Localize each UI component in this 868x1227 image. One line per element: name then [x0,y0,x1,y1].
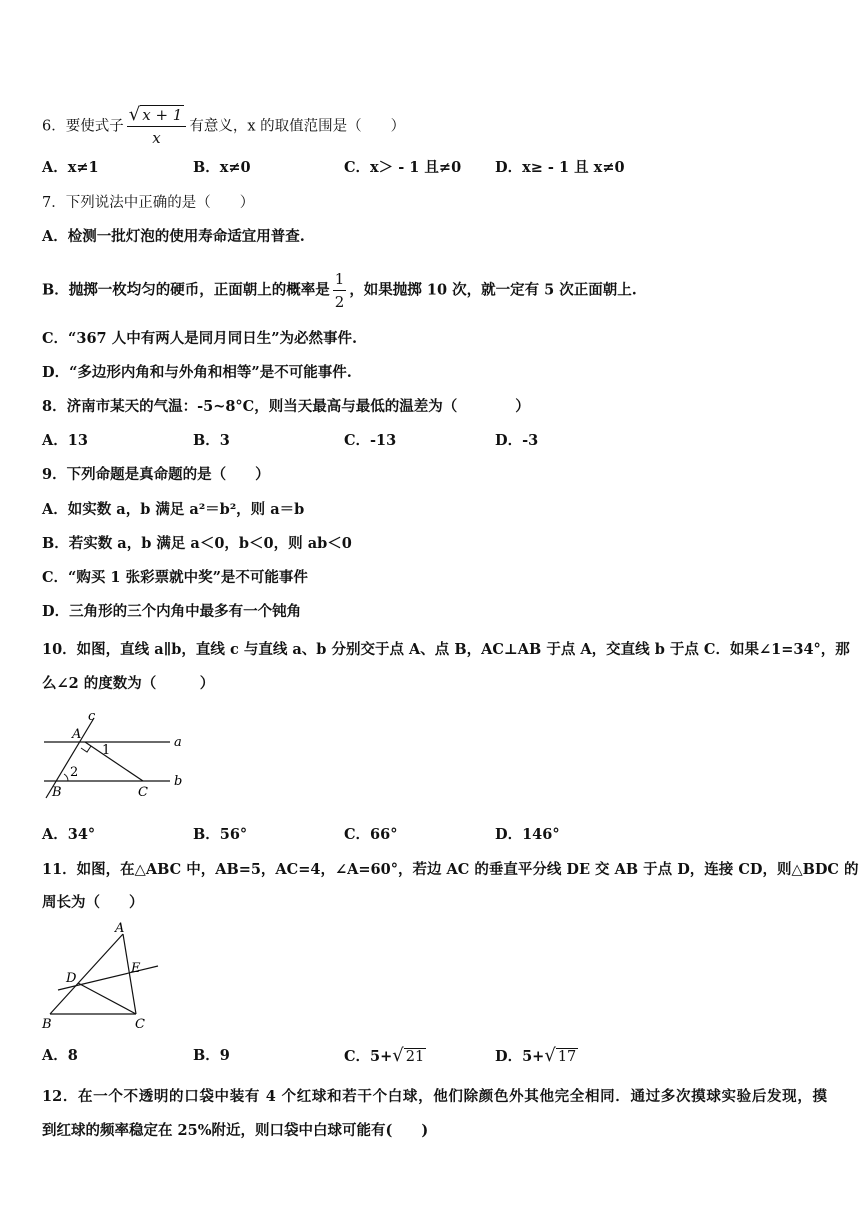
q10-option-d: D．146° [495,826,560,843]
q11-d-radicand: 17 [557,1049,577,1065]
q12-stem-line1: 12．在一个不透明的口袋中装有 4 个红球和若干个白球，他们除颜色外其他完全相同．通过多次摸球实验后发现，摸 [42,1088,827,1105]
q7-b-denominator: 2 [334,293,345,311]
q6-suffix: 有意义，x 的取值范围是（ ） [189,118,406,135]
q12-stem-line2: 到红球的频率稳定在 25%附近，则口袋中白球可能有( ) [42,1122,429,1139]
q6-radicand: x + 1 [142,106,183,124]
q10-label-C: C [138,785,148,800]
q10-segment-ac [85,742,143,781]
q10-option-c: C．66° [344,826,398,843]
q10-label-1: 1 [102,743,111,758]
q11-d-pre: D．5+ [495,1048,545,1065]
q8-option-c: C．-13 [344,432,397,449]
q6-option-d: D．x≥ - 1 且 x≠0 [495,159,625,176]
q10-angle-2-arc [64,774,68,781]
q11-label-D: D [66,971,77,986]
q7-option-c: C．“367 人中有两人是同月同日生”为必然事件. [42,330,358,347]
q11-option-b: B．9 [193,1047,230,1064]
q11-label-B: B [42,1017,52,1032]
q10-option-b: B．56° [193,826,248,843]
q10-option-a: A．34° [42,826,96,843]
q9-option-d: D．三角形的三个内角中最多有一个钝角 [42,603,302,620]
q10-right-angle-mark [81,746,91,752]
q11-option-d: D．5+√ 17 [495,1045,577,1066]
q9-stem: 9．下列命题是真命题的是（ ） [42,466,270,483]
q10-label-b: b [174,774,183,789]
q7-b-fraction [333,268,347,313]
q8-option-d: D．-3 [495,432,539,449]
q11-figure [38,920,168,1032]
q6-option-b: B．x≠0 [193,159,251,176]
q10-label-A: A [72,727,82,742]
q11-option-a: A．8 [42,1047,78,1064]
q6-prefix: 6．要使式子 [42,118,124,135]
q6-option-a: A．x≠1 [42,159,99,176]
q8-option-a: A．13 [42,432,88,449]
q6-denominator: x [152,129,161,147]
q10-label-2: 2 [70,765,79,780]
q7-b-pre: B．抛掷一枚均匀的硬币，正面朝上的概率是 [42,281,330,299]
q8-stem: 8．济南市某天的气温：-5~8°C，则当天最高与最低的温差为（ ） [42,398,530,415]
q10-figure [40,710,190,802]
q11-side-ab [50,934,123,1014]
q7-b-post: ，如果抛掷 10 次，就一定有 5 次正面朝上. [349,281,637,299]
q7-option-b [42,268,637,313]
q9-option-b: B．若实数 a，b 满足 a＜0，b＜0，则 ab＜0 [42,535,352,552]
q11-stem-line1: 11．如图，在△ABC 中，AB=5，AC=4，∠A=60°，若边 AC 的垂直平分线 DE 交 AB 于点 D，连接 CD，则△BDC 的 [42,861,859,878]
q8-option-b: B．3 [193,432,230,449]
q9-option-a: A．如实数 a，b 满足 a²＝b²，则 a＝b [42,501,305,518]
q9-option-c: C．“购买 1 张彩票就中奖”是不可能事件 [42,569,308,586]
q11-label-E: E [131,961,141,976]
q7-b-numerator: 1 [333,268,347,291]
q7-option-d: D．“多边形内角和与外角和相等”是不可能事件. [42,364,352,381]
q7-stem: 7．下列说法中正确的是（ ） [42,195,255,211]
q10-stem-line1: 10．如图，直线 a∥b，直线 c 与直线 a、b 分别交于点 A、点 B，AC⊥AB 于点 A，交直线 b 于点 C．如果∠1=34°，那 [42,641,850,658]
q6-fraction: $\frac{√ x + 1}{x}$ [127,104,187,149]
q6-option-c: C．x＞ - 1 且≠0 [344,159,462,176]
q11-label-A: A [115,921,125,936]
q10-label-c: c [88,710,96,724]
q10-label-B: B [52,785,62,800]
q7-option-a: A．检测一批灯泡的使用寿命适宜用普查. [42,228,305,245]
q11-segment-cd [78,983,136,1014]
q11-c-pre: C．5+ [344,1048,393,1065]
q6-stem [42,104,405,149]
q10-label-a: a [174,735,182,750]
q10-stem-line2: 么∠2 的度数为（ ） [42,675,215,692]
q11-c-radicand: 21 [405,1049,425,1065]
q11-stem-line2: 周长为（ ） [42,894,144,911]
q11-option-c: C．5+√ 21 [344,1045,425,1066]
q11-label-C: C [135,1017,145,1032]
